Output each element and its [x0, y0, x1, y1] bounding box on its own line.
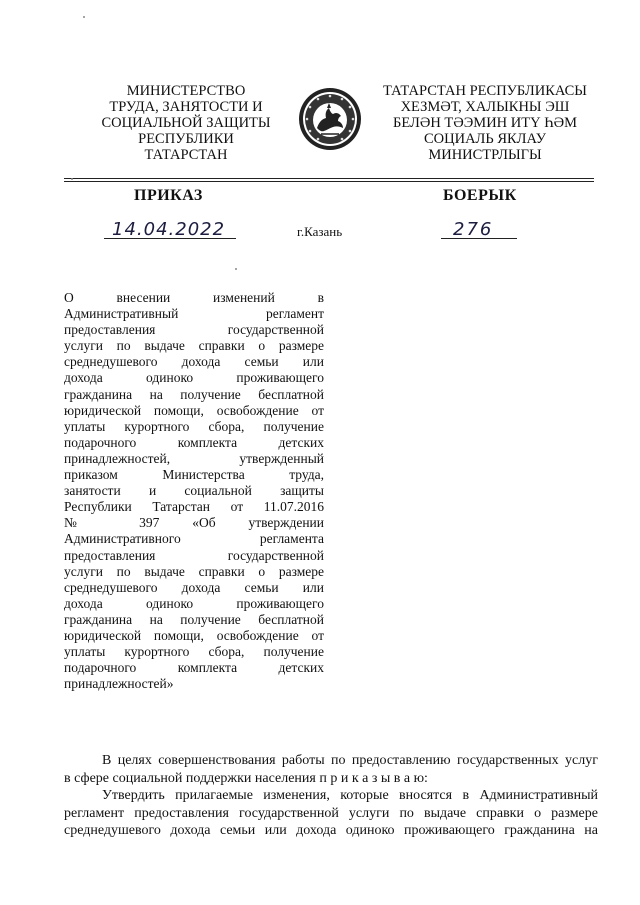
scan-speck: [83, 16, 85, 18]
title-line: уплаты курортного сбора, получение: [64, 644, 324, 660]
title-line: среднедушевого дохода семьи или: [64, 579, 324, 595]
scan-speck: [71, 178, 73, 180]
doc-type-russian: ПРИКАЗ: [134, 187, 203, 204]
title-line: дохода одиноко проживающего: [64, 595, 324, 611]
scan-speck: [235, 268, 237, 270]
title-line: подарочного комплекта детских: [64, 434, 324, 450]
order-title: [64, 290, 324, 692]
ministry-name-line: ТАТАРСТАН РЕСПУБЛИКАСЫ: [383, 83, 587, 99]
title-line: среднедушевого дохода семьи или: [64, 354, 324, 370]
order-body: [64, 752, 598, 840]
body-line: в сфере социальной поддержки населения п р и к а з ы в а ю:: [64, 770, 428, 786]
title-line: Республики Татарстан от 11.07.2016: [64, 499, 324, 515]
city-label: г.Казань: [297, 224, 343, 239]
title-line: услуги по выдаче справки о размере: [64, 338, 324, 354]
title-line: № 397 «Об утверждении: [64, 515, 324, 531]
title-line: юридической помощи, освобождение от: [64, 402, 324, 418]
date-underline: [104, 238, 236, 239]
number-underline: [441, 238, 517, 239]
ministry-name-line: РЕСПУБЛИКИ: [138, 131, 234, 147]
title-line: гражданина на получение бесплатной: [64, 611, 324, 627]
ministry-name-line: МИНИСТРЛЫГЫ: [428, 147, 542, 163]
handwritten-date: 14.04.2022: [112, 219, 226, 240]
ministry-name-line: СОЦИАЛЬНОЙ ЗАЩИТЫ: [101, 115, 271, 131]
title-line: Административного регламента: [64, 531, 324, 547]
title-line: предоставления государственной: [64, 547, 324, 563]
ministry-name-line: МИНИСТЕРСТВО: [126, 83, 246, 99]
body-line: регламент предоставления государственной услуги по выдаче справки о размере: [64, 805, 598, 821]
title-line: услуги по выдаче справки о размере: [64, 563, 324, 579]
ministry-name-line: СОЦИАЛЬ ЯКЛАУ: [424, 131, 546, 147]
title-line: юридической помощи, освобождение от: [64, 627, 324, 643]
title-line: принадлежностей»: [64, 676, 174, 692]
title-line: гражданина на получение бесплатной: [64, 386, 324, 402]
body-line: среднедушевого дохода семьи или дохода одиноко проживающего гражданина на: [64, 823, 598, 838]
title-line: принадлежностей, утвержденный: [64, 450, 324, 466]
doc-type-tatar: БОЕРЫК: [443, 187, 517, 204]
title-line: подарочного комплекта детских: [64, 660, 324, 676]
ministry-name-line: ТАТАРСТАН: [144, 147, 228, 163]
handwritten-number: 276: [453, 219, 494, 240]
title-line: уплаты курортного сбора, получение: [64, 418, 324, 434]
body-line: В целях совершенствования работы по предоставлению государственных услуг: [102, 753, 598, 768]
title-line: дохода одиноко проживающего: [64, 370, 324, 386]
header-divider: [64, 178, 594, 179]
ministry-name-line: ТРУДА, ЗАНЯТОСТИ И: [109, 99, 263, 115]
ministry-name-line: ХЕЗМӘТ, ХАЛЫКНЫ ЭШ: [400, 99, 570, 115]
title-line: Административный регламент: [64, 306, 324, 322]
title-line: занятости и социальной защиты: [64, 483, 324, 499]
tatarstan-emblem-icon: [297, 86, 363, 152]
title-line: О внесении изменений в: [64, 290, 324, 305]
ministry-name-russian: [78, 83, 294, 163]
title-line: приказом Министерства труда,: [64, 467, 324, 483]
body-line: Утвердить прилагаемые изменения, которые вносятся в Административный: [102, 788, 598, 803]
ministry-name-line: БЕЛӘН ТӘЭМИН ИТҮ ҺӘМ: [393, 115, 577, 131]
title-line: предоставления государственной: [64, 322, 324, 338]
header-divider: [64, 181, 594, 182]
ministry-name-tatar: [372, 83, 598, 163]
